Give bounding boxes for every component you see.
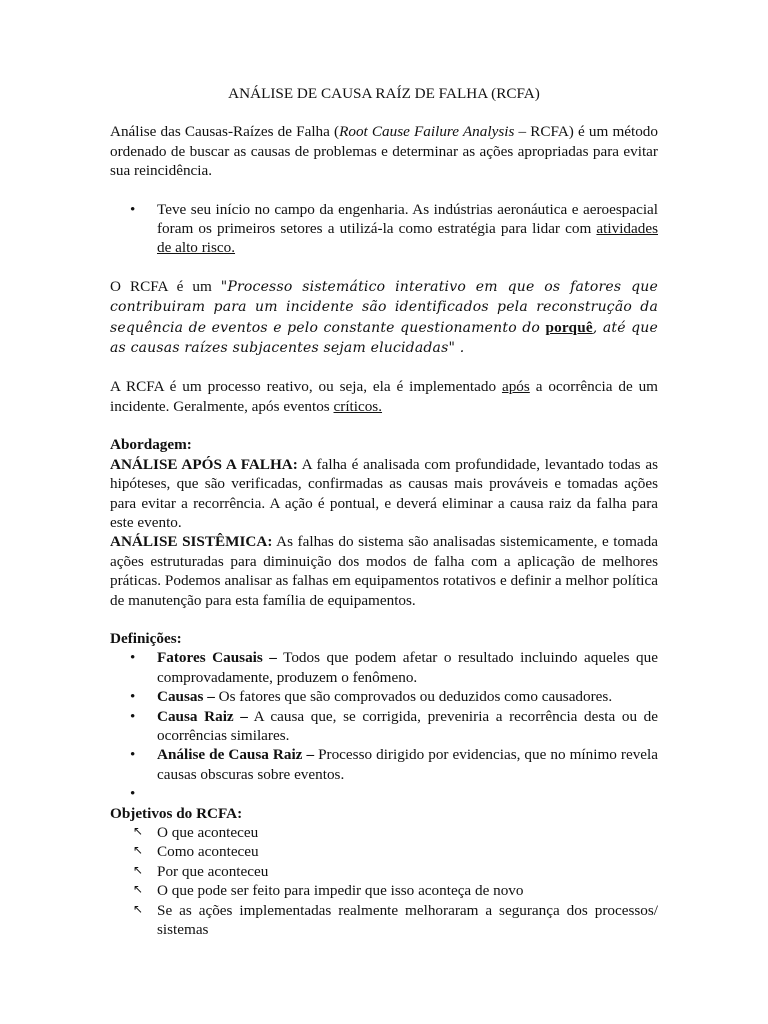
bullet-dot-icon: • (130, 785, 136, 803)
objective-text: Se as ações implementadas realmente melhoraram a segurança dos processos/ sistemas (157, 901, 658, 939)
rcfa-def-quote-a: "Processo sistemático interativo em que os fatores que contribuiram para um incidente são identificados pela reconstrução da sequência de eventos e pelo constante questionamento do (110, 278, 658, 336)
empty-bullet (110, 784, 658, 803)
apos-link[interactable]: após (501, 378, 530, 396)
objetivos-heading: Objetivos do RCFA: (110, 804, 243, 822)
objective-text: O que pode ser feito para impedir que isso aconteça de novo (157, 882, 524, 900)
bullet-dot-icon: • (130, 200, 136, 218)
analise-apos-text: A falha é analisada com profundidade, levantado todas as hipóteses, que são verificadas, confirmadas as causas mais prováveis e tomadas ações para evitar a recorrência. A ação é pontual, e deverá eliminar a causa raiz da falha para este evento. (110, 455, 658, 531)
arrow-up-left-icon: ↖ (133, 843, 144, 858)
definition-term: Causas – (157, 688, 215, 706)
intro-text-a: Análise das Causas-Raízes de Falha ( (110, 123, 340, 141)
objective-item (110, 823, 658, 842)
arrow-up-left-icon: ↖ (133, 823, 144, 838)
high-risk-link[interactable]: atividades de alto risco. (157, 220, 658, 257)
reactive-paragraph (110, 377, 658, 416)
intro-text-italic: Root Cause Failure Analysis (339, 123, 515, 141)
analise-sistemica-label: ANÁLISE SISTÊMICA: (110, 533, 273, 551)
rcfa-definition-paragraph (110, 277, 658, 359)
definition-item (110, 687, 658, 706)
definition-item (110, 745, 658, 784)
document-page (110, 84, 658, 939)
arrow-up-left-icon: ↖ (133, 862, 144, 877)
bullet-dot-icon: • (130, 688, 136, 706)
reactive-text-a: A RCFA é um processo reativo, ou seja, ela é implementado (110, 378, 502, 396)
bullet-dot-icon: • (130, 746, 136, 764)
history-bullet-text: Teve seu início no campo da engenharia. As indústrias aeronáutica e aeroespacial foram os primeiros setores a utilizá-la como estratégia para lidar com (157, 200, 658, 238)
definition-text: Processo dirigido por evidencias, que no mínimo revela causas obscuras sobre eventos. (157, 746, 658, 783)
definition-item (110, 707, 658, 746)
objective-text: O que aconteceu (157, 823, 259, 841)
bullet-dot-icon: • (130, 649, 136, 667)
analise-sistemica-paragraph (110, 532, 658, 610)
objective-text: Por que aconteceu (157, 862, 269, 880)
rcfa-def-quote-b: , até que as causas raízes subjacentes sejam elucidadas" . (110, 319, 658, 357)
intro-text-c: – RCFA) é um método ordenado de buscar as causas de problemas e determinar as ações apropriadas para evitar sua reincidência. (110, 123, 658, 180)
analise-apos-falha-paragraph (110, 455, 658, 533)
criticos-link[interactable]: críticos. (333, 397, 383, 415)
analise-sistemica-text: As falhas do sistema são analisadas sistemicamente, e tomada ações estruturadas para diminuição dos modos de falha com a aplicação de melhores práticas. Podemos analisar as falhas em equipamentos rotativos e definir a melhor política de manutenção para esta família de equipamentos. (110, 533, 658, 609)
arrow-up-left-icon: ↖ (133, 901, 144, 916)
arrow-up-left-icon: ↖ (133, 882, 144, 897)
objective-item (110, 842, 658, 861)
definition-text: A causa que, se corrigida, preveniria a recorrência desta ou de ocorrências similares. (157, 707, 658, 744)
definition-term: Análise de Causa Raiz – (157, 746, 315, 764)
rcfa-def-lead: O RCFA é um (110, 277, 221, 295)
bullet-dot-icon: • (130, 707, 136, 725)
objective-item (110, 862, 658, 881)
reactive-text-b: a ocorrência de um incidente. Geralmente, após eventos (110, 378, 658, 415)
definition-text: Os fatores que são comprovados ou deduzidos como causadores. (214, 688, 613, 706)
definition-text: Todos que podem afetar o resultado incluindo aqueles que comprovadamente, produzem o fenômeno. (157, 649, 658, 686)
definicoes-heading: Definições: (110, 629, 182, 647)
porque-emphasis: porquê (545, 318, 593, 336)
page-title: ANÁLISE DE CAUSA RAÍZ DE FALHA (RCFA) (228, 85, 540, 102)
definition-item (110, 648, 658, 687)
history-bullet (110, 200, 658, 258)
analise-apos-label: ANÁLISE APÓS A FALHA: (110, 455, 298, 473)
objective-item (110, 881, 658, 900)
intro-paragraph (110, 122, 658, 180)
definition-term: Causa Raiz – (157, 707, 248, 725)
objective-item (110, 901, 658, 940)
definition-term: Fatores Causais – (157, 649, 277, 667)
objective-text: Como aconteceu (157, 843, 259, 861)
abordagem-heading: Abordagem: (110, 436, 192, 454)
